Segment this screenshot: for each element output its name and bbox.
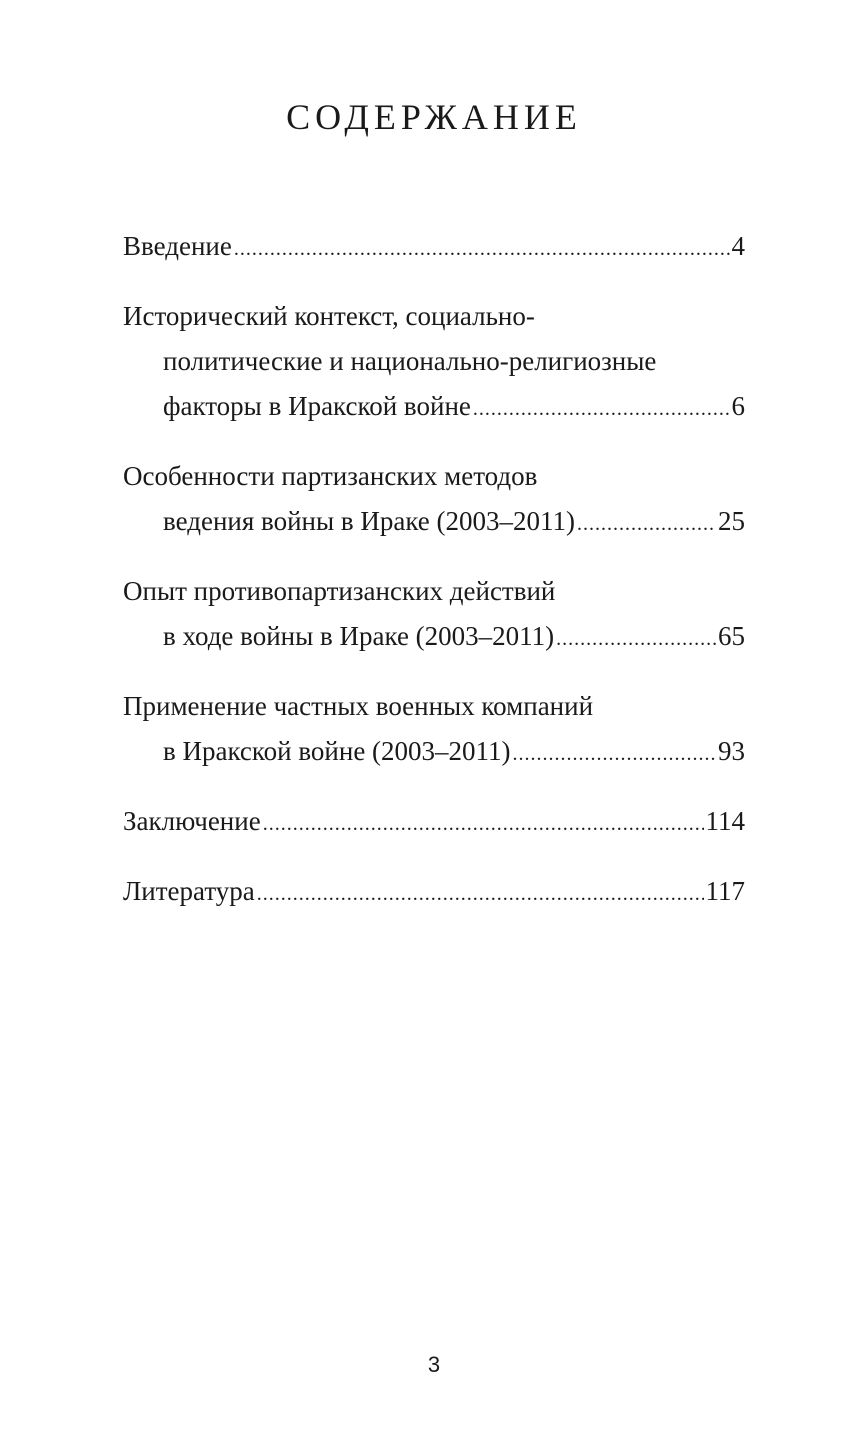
toc-page-number: 4: [731, 231, 745, 261]
page-title: СОДЕРЖАНИЕ: [286, 97, 582, 137]
toc-entry-title-continuation: факторы в Иракской войне: [163, 391, 471, 421]
toc-line: [123, 499, 745, 547]
toc-entry-title: Заключение: [123, 806, 261, 836]
toc-page-number: 114: [705, 806, 745, 836]
dot-leader: [234, 227, 730, 272]
toc-line: [123, 869, 745, 917]
toc-entry-title: Исторический контекст, социально-: [123, 301, 535, 331]
toc-page-number: 25: [718, 506, 745, 536]
dot-leader: [257, 872, 704, 917]
table-of-contents: [123, 224, 745, 939]
toc-entry-conclusion[interactable]: [123, 799, 745, 847]
toc-entry-historical-context[interactable]: [123, 294, 745, 432]
toc-entry-title: Применение частных военных компаний: [123, 691, 594, 721]
toc-page-number: 93: [718, 736, 745, 766]
toc-line: [123, 799, 745, 847]
dot-leader: [473, 387, 730, 432]
toc-entry-title: Литература: [123, 876, 255, 906]
page-footer-number: 3: [427, 1352, 441, 1377]
toc-entry-title: Опыт противопартизанских действий: [123, 576, 556, 606]
toc-entry-private-military-companies[interactable]: [123, 684, 745, 777]
toc-entry-title-continuation: ведения войны в Ираке (2003–2011): [163, 506, 576, 536]
dot-leader: [577, 502, 716, 547]
dot-leader: [556, 617, 716, 662]
toc-page-number: 65: [718, 621, 745, 651]
toc-entry-literature[interactable]: [123, 869, 745, 917]
toc-line: [123, 614, 745, 662]
toc-entry-guerrilla-methods[interactable]: [123, 454, 745, 547]
toc-entry-title: Особенности партизанских методов: [123, 461, 538, 491]
toc-entry-introduction[interactable]: [123, 224, 745, 272]
toc-entry-counterinsurgency[interactable]: [123, 569, 745, 662]
toc-entry-title-continuation: в ходе войны в Ираке (2003–2011): [163, 621, 555, 651]
dot-leader: [513, 732, 716, 777]
toc-entry-title: Введение: [123, 231, 232, 261]
toc-entry-title-continuation: в Иракской войне (2003–2011): [163, 736, 511, 766]
toc-entry-title-continuation: политические и национально-религиозные: [163, 346, 657, 376]
dot-leader: [263, 802, 704, 847]
toc-page-number: 117: [705, 876, 745, 906]
toc-line: [123, 729, 745, 777]
toc-line: [123, 224, 745, 272]
toc-page-number: 6: [731, 391, 745, 421]
toc-line: [123, 384, 745, 432]
